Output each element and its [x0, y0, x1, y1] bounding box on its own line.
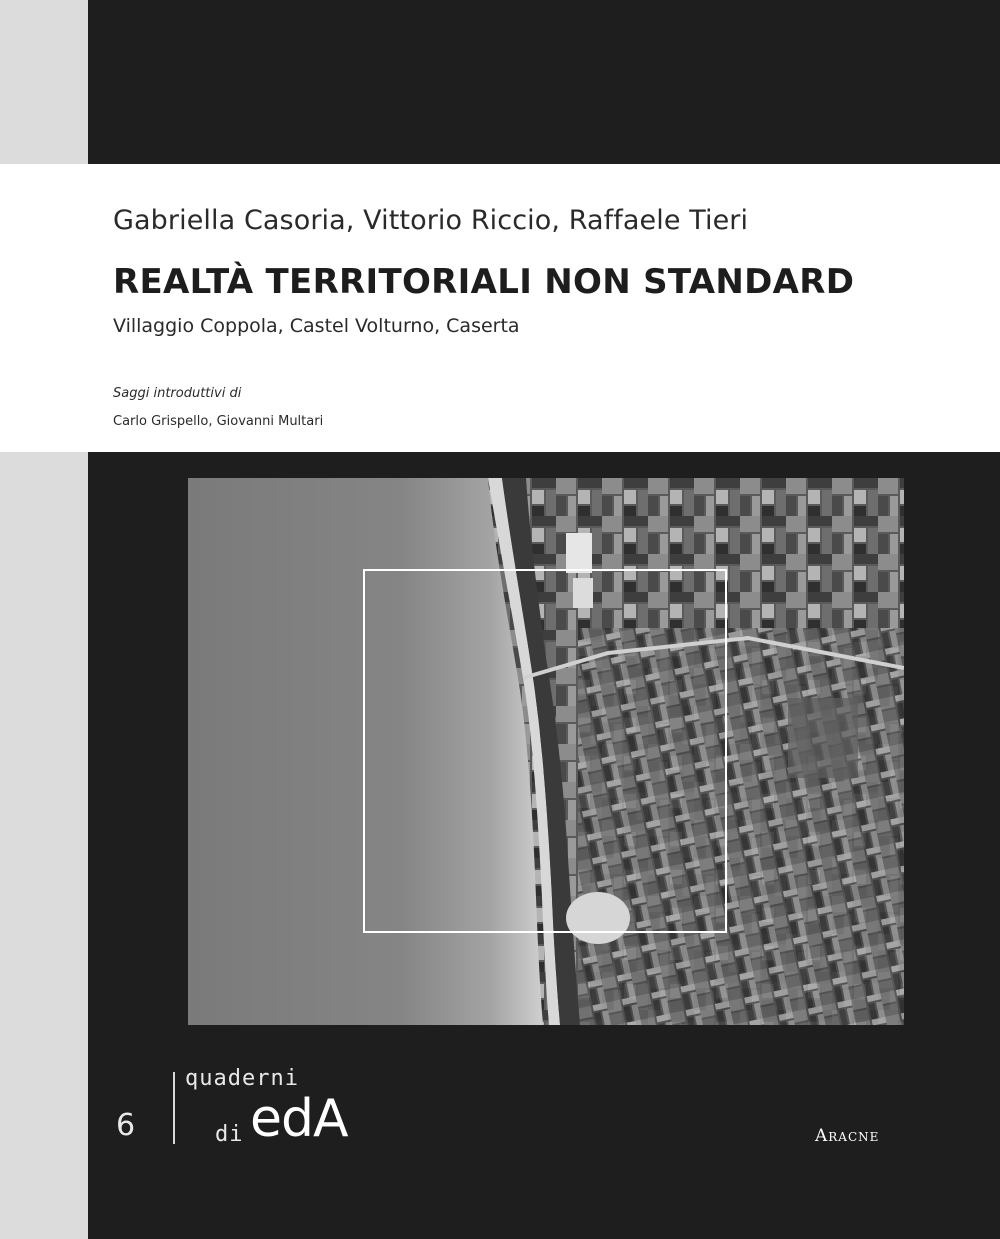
- series-name-line1: quaderni: [185, 1066, 299, 1091]
- series-name-prefix: di: [215, 1122, 244, 1147]
- series-logo-eda: edA: [250, 1089, 348, 1149]
- publisher-logo: Aracne: [815, 1126, 880, 1146]
- essays-authors: Carlo Grispello, Giovanni Multari: [113, 414, 324, 429]
- top-dark-band: [88, 0, 1000, 164]
- series-divider: [173, 1072, 175, 1144]
- book-title: REALTÀ TERRITORIALI NON STANDARD: [113, 262, 855, 302]
- aerial-photo: [188, 478, 904, 1025]
- authors: Gabriella Casoria, Vittorio Riccio, Raffaele Tieri: [113, 205, 749, 236]
- book-subtitle: Villaggio Coppola, Castel Volturno, Caserta: [113, 315, 520, 337]
- essays-label: Saggi introduttivi di: [113, 386, 242, 401]
- series-number: 6: [116, 1108, 136, 1143]
